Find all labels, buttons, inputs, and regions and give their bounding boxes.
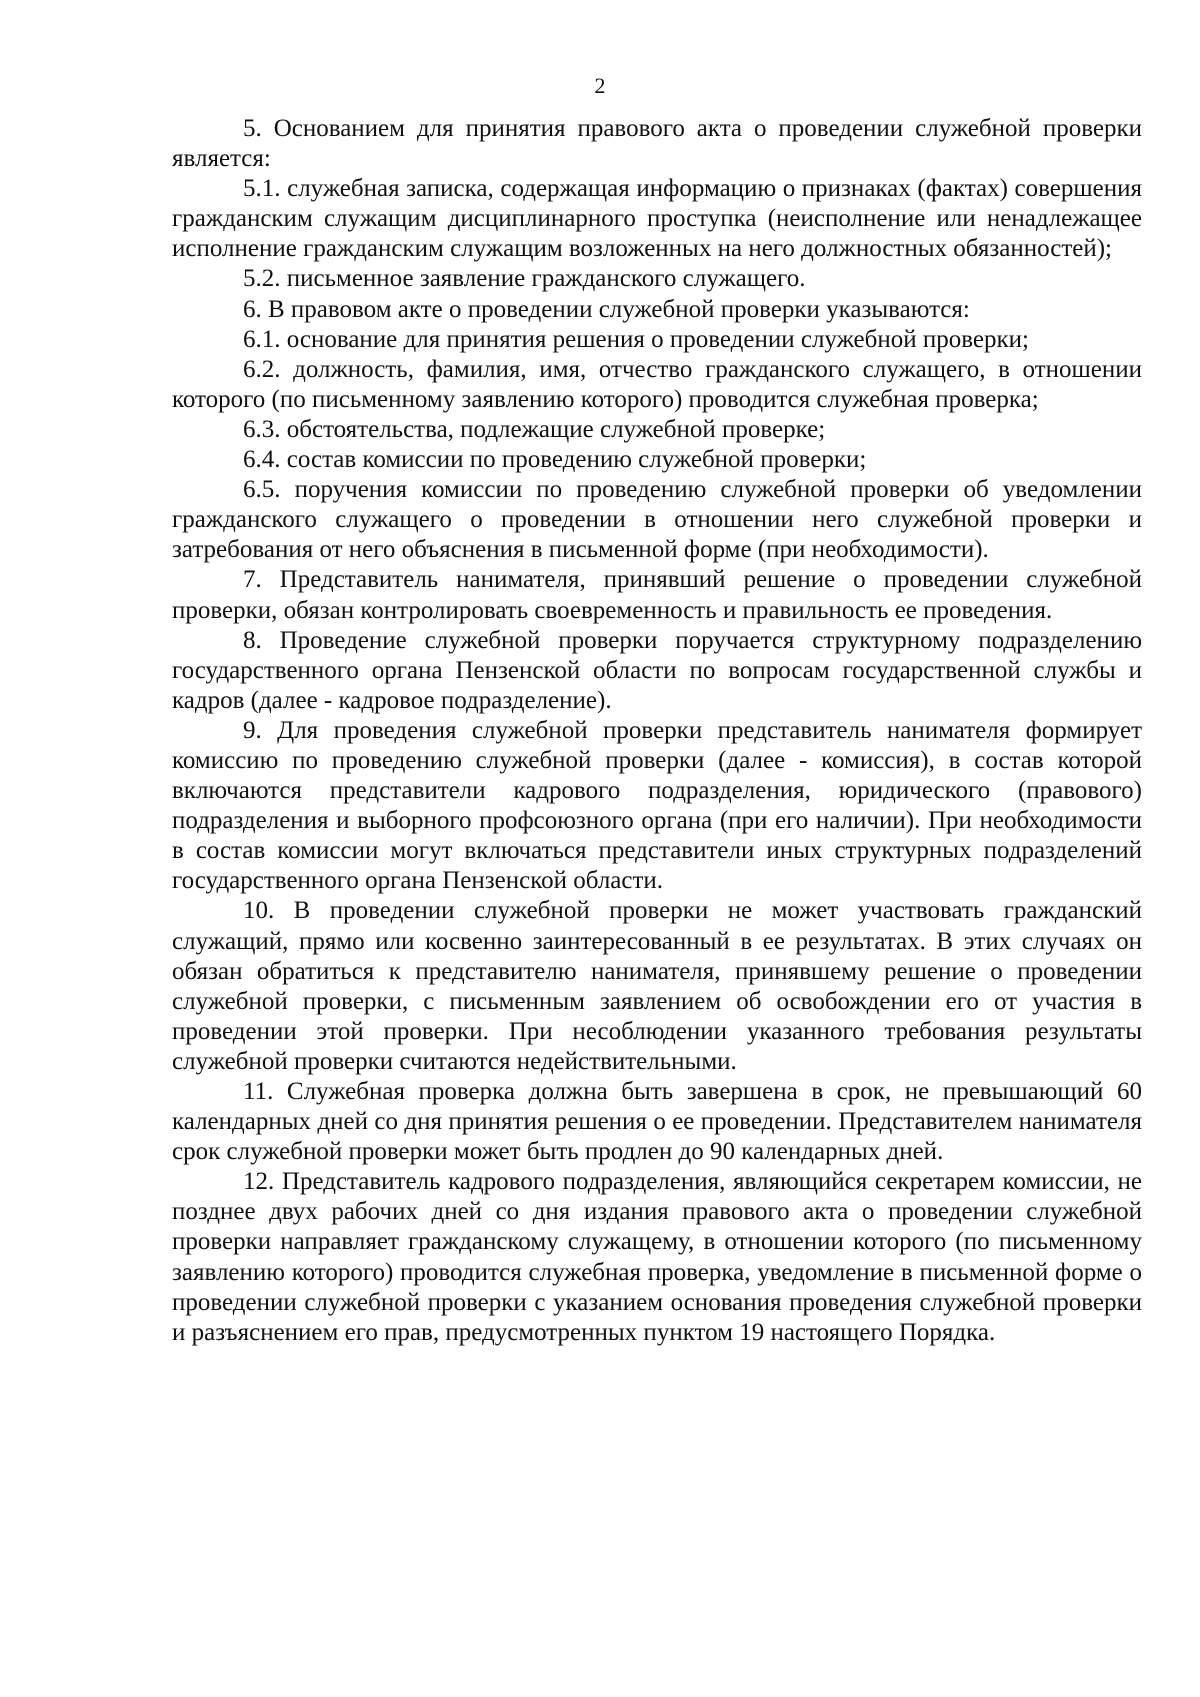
document-body	[172, 114, 1142, 1348]
paragraph-5-2: 5.2. письменное заявление гражданского служащего.	[243, 265, 806, 293]
paragraph-10: 10. В проведении служебной проверки не может участвовать гражданский служащий, прямо или косвенно заинтересованный в ее результатах. В этих случаях он обязан обратиться к представителю нанимателя, принявшему решение о проведении служебной проверки, с письменным заявлением об освобождении его от участия в проведении этой проверки. При несоблюдении указанного требования результаты служебной проверки считаются недействительными.	[172, 897, 1142, 1075]
paragraph-9: 9. Для проведения служебной проверки представитель нанимателя формирует комиссию по проведению служебной проверки (далее - комиссия), в состав которой включаются представители кадрового подразделения, юридического (правового) подразделения и выборного профсоюзного органа (при его наличии). При необходимости в состав комиссии могут включаться представители иных структурных подразделений государственного органа Пензенской области.	[172, 716, 1142, 895]
paragraph-12: 12. Представитель кадрового подразделения, являющийся секретарем комиссии, не позднее двух рабочих дней со дня издания правового акта о проведении служебной проверки направляет гражданскому служащему, в отношении которого (по письменному заявлению которого) проводится служебная проверка, уведомление в письменной форме о проведении служебной проверки с указанием основания проведения служебной проверки и разъяснением его прав, предусмотренных пунктом 19 настоящего Порядка.	[172, 1168, 1142, 1346]
paragraph-6-4: 6.4. состав комиссии по проведению служебной проверки;	[243, 446, 867, 474]
paragraph-11: 11. Служебная проверка должна быть завершена в срок, не превышающий 60 календарных дней со дня принятия решения о ее проведении. Представителем нанимателя срок служебной проверки может быть продлен до 90 календарных дней.	[172, 1078, 1142, 1166]
paragraph-6-3: 6.3. обстоятельства, подлежащие служебной проверке;	[243, 415, 826, 443]
paragraph-6: 6. В правовом акте о проведении служебной проверки указываются:	[243, 295, 970, 323]
paragraph-5-1: 5.1. служебная записка, содержащая информацию о признаках (фактах) совершения гражданским служащим дисциплинарного проступка (неисполнение или ненадлежащее исполнение гражданским служащим возложенных на него должностных обязанностей);	[172, 175, 1142, 263]
page-number: 2	[594, 73, 606, 98]
paragraph-6-2: 6.2. должность, фамилия, имя, отчество гражданского служащего, в отношении которого (по письменному заявлению которого) проводится служебная проверка;	[172, 355, 1142, 413]
paragraph-7: 7. Представитель нанимателя, принявший решение о проведении служебной проверки, обязан контролировать своевременность и правильность ее проведения.	[172, 566, 1142, 624]
paragraph-6-1: 6.1. основание для принятия решения о проведении служебной проверки;	[243, 325, 1029, 353]
paragraph-8: 8. Проведение служебной проверки поручается структурному подразделению государственного органа Пензенской области по вопросам государственной службы и кадров (далее - кадровое подразделение).	[172, 626, 1142, 714]
paragraph-5: 5. Основанием для принятия правового акта о проведении служебной проверки является:	[172, 115, 1142, 173]
paragraph-6-5: 6.5. поручения комиссии по проведению служебной проверки об уведомлении гражданского служащего о проведении в отношении него служебной проверки и затребования от него объяснения в письменной форме (при необходимости).	[172, 476, 1142, 564]
